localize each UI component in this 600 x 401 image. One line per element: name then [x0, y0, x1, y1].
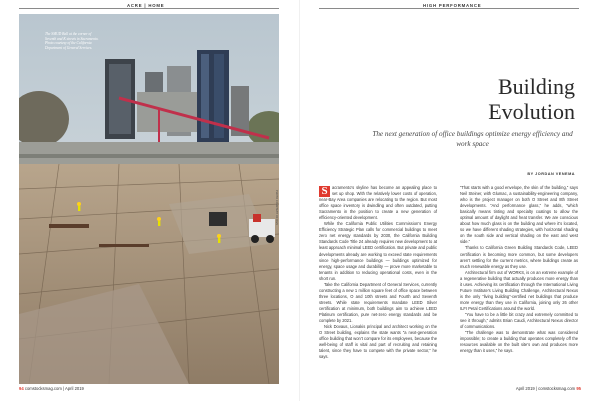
section-label-right: HIGH PERFORMANCE [420, 3, 484, 8]
paragraph: Thanks to California Green Building Standards Code, LEED certification is becoming more common, but some developers aren’t settling for the current metrics, where buildings create as much renewable energy as they use. [460, 245, 578, 269]
photo-caption: The SMUD Ball at the corner of Seventh and K streets in Sacramento. Photo courtesy of the California Department of General Services. [45, 32, 99, 50]
footer-right-text: April 2019 | comstocksmag.com [515, 386, 576, 391]
article-column-2 [460, 185, 578, 354]
paragraph: Nick Dovaus, Lionakis principal and architect working on the O Street building, explains the state wants “a next-generation office building that won’t compare for its employees, because the well-being of staff is vital and part of recruiting and retaining talent, since they have to compete with the private sector,” he says. [319, 324, 437, 360]
header-rule-right [319, 8, 579, 9]
footer-left [19, 386, 84, 391]
footer-left-text: comstocksmag.com | April 2019 [24, 386, 84, 391]
section-label-left: ACRE | HOME [124, 3, 167, 8]
paragraph: Architectural firm out of WORKS, is on an extreme example of a regenerative building that actually produces more energy than it uses. Achieving its certification through the International Living Future Institute’s Living Building Challenge, Architectural Nexus is the only “living building”-certified net buildings that produce more energy than they use in California, joining only 26 other ILFI Petal Certifications around the world. [460, 269, 578, 311]
header-rule-left [19, 8, 279, 9]
paragraph: “The challenge was to demonstrate what was considered impossible; to create a building that operates completely off the resources available on the built site’s own and produces more energy than it uses,” he says. [460, 330, 578, 354]
paragraph: Take the California Department of General Services, currently constructing a new 1 million square feet of office space between three locations, O and 10th streets and Fourth and Seventh streets. While state requirements mandate LEED Silver certification at minimum, both buildings aim to achieve LEED Platinum certification, pure net-zero energy standards and be complete by 2021. [319, 281, 437, 324]
article-title-line2: Evolution [488, 99, 575, 124]
paragraph: While the California Public Utilities Commission’s Energy Efficiency Strategic Plan calls for commercial buildings to meet zero net energy standards by 2030, the California Building Standards Code Title 24 already requires new development to at least approach minimal LEED certification. But private and public developments already are working to exceed state requirements since high-performance buildings — buildings optimized for energy, space usage and durability — prove more marketable to tenants in addition to reducing operational costs, even in the short run. [319, 221, 437, 281]
article-byline: BY JORDAN VENEMA [527, 172, 575, 176]
dropcap: S [319, 186, 330, 197]
footer-right [516, 386, 581, 391]
article-title-line1: Building [497, 74, 575, 99]
construction-site-photo [19, 14, 279, 384]
paragraph [319, 185, 437, 221]
page-number-right: 95 [576, 386, 581, 391]
article-column-1 [319, 185, 437, 360]
photo-credit: PHOTO COURTESY OF DGS [275, 190, 278, 225]
article-title [395, 74, 575, 124]
paragraph-text: acramento’s skyline has become an appealing place to set up shop. With the relatively lower costs of operation, near-Bay Area companies are relocating to the region. But most office space inventory is dwindling and often outdated, putting Sacramento in the position to create a new generation of efficiency-oriented development. [319, 185, 437, 221]
paragraph: “You have to be a little bit crazy and extremely committed to see it through,” admits Brian Caudi, Architectural Nexus director of communications. [460, 311, 578, 330]
page-number-left: 94 [19, 386, 24, 391]
paragraph: “That starts with a good envelope, the skin of the building,” says Neil Steiner, with Glumac, a sustainability-engineering company, who is the project manager on both O Street and 8th Street developments. “And performance glass,” he adds, “which basically means tinting and specialty coatings to allow the optimal amount of daylight and heat transfer. We are conscious about how much glass is on the building and where it’s located, so we have different shading strategies, with horizontal shading on the south side and vertical shading on the east and west side.” [460, 185, 578, 245]
article-deck: The next generation of office buildings optimize energy efficiency and work space [372, 130, 573, 148]
right-page [300, 0, 600, 401]
